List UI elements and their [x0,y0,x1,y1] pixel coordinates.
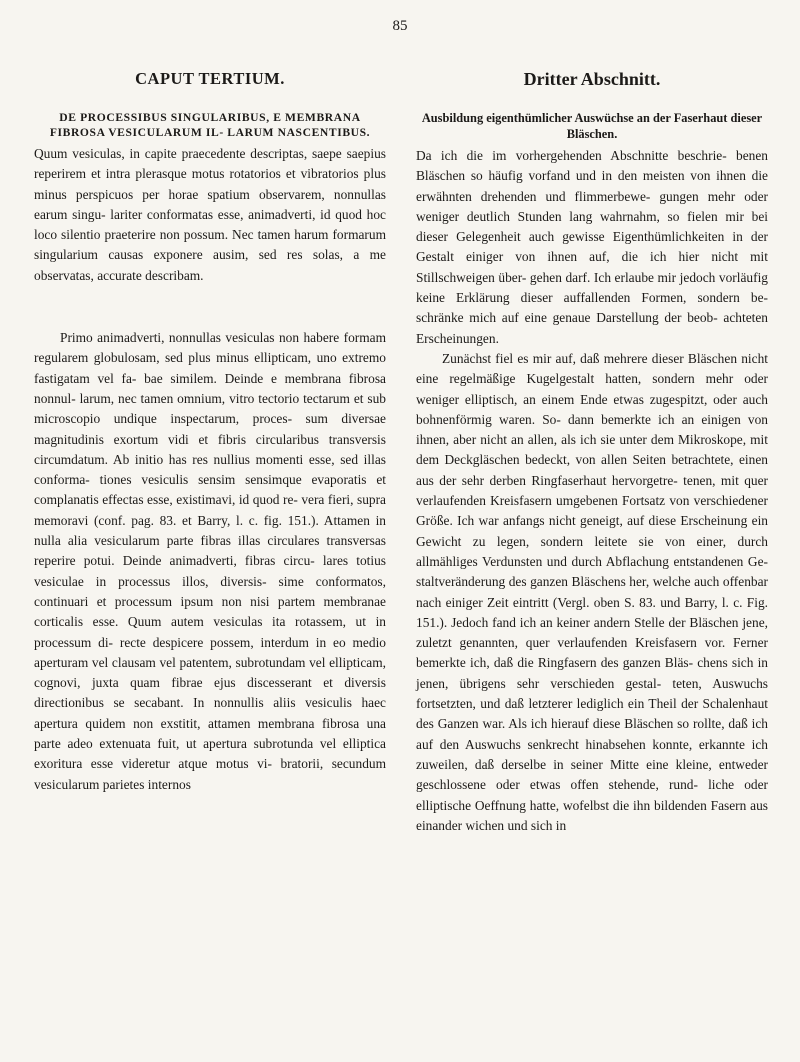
german-paragraph-2: Zunächst fiel es mir auf, daß mehrere dieser Bläschen nicht eine regelmäßige Kugelgestalt hatten, sondern mehr oder weniger elliptisch, an einem Ende etwas zugespitzt, oder auch bohnenförmig waren. So- dann bemerkte ich an einigen von ihnen, aber nicht an allen, als ich sie unter dem Mikroskope, mit dem Deckgläschen bedeckt, von allen Seiten betrachtete, einen aus der sehr derben Ringfaserhaut hervorgetre- tenen, mit quer verlaufenden Kreisfasern umgebenen Fortsatz von verschiedener Größe. Ich war anfangs nicht geneigt, auf diese Erscheinung ein Gewicht zu legen, sondern leitete sie von einer, durch allmähliges Verdunsten und durch Abflachung entstandenen Ge- staltveränderung des ganzen Bläschens her, welche auch offenbar nach einiger Zeit eintritt (Vergl. oben S. 83. und Barry, l. c. Fig. 151.). Jedoch fand ich an keiner andern Stelle der Bläschen jene, zuletzt genannten, quer verlaufenden Kreisfasern vor. Ferner bemerkte ich, daß die Ringfasern des ganzen Bläs- chens sich in jenen, übrigens sehr verschieden gestal- teten, Auswuchs fortsetzten, und daß letzterer lediglich ein Theil der Schalenhaut des Ganzen war. Als ich hierauf diese Bläschen so rollte, daß ich auf den Auswuchs senkrecht hinabsehen konnte, erkannte ich zuweilen, daß derselbe in seiner Mitte eine kleine, entweder geschlossene oder etwas offen stehende, rund- liche oder elliptische Oeffnung hatte, wofelbst die ihn bildenden Fasern aus einander wichen und sich in [416,350,768,833]
latin-paragraph-2: Primo animadverti, nonnullas vesiculas non habere formam regularem globulosam, sed plus minus ellipticam, uno extremo fastigatam vel fa- bae similem. Deinde e membrana fibrosa nonnul- larum, nec tamen omnium, vitro tectorio tectarum et sub microscopio undique inspectarum, proces- sum diversae magnitudinis exortum vidi et fibris circularibus transversis circumdatum. Ab initio has res nullius momenti esse, sed illas conforma- tiones vesiculis sensim sensimque evaporatis et complanatis effectas esse, existimavi, id quod re- vera fieri, supra memoravi (conf. pag. 83. et Barry, l. c. fig. 151.). Attamen in nulla alia vesicularum parte fibras illas circulares transversas reperire potui. Deinde animadverti, fibras circu- lares totius vesiculae in processus illos, diversis- sime conformatos, continuari et processum ipsum non nisi partem membranae corticalis esse. Quum autem vesiculas ita rotassem, ut in processum di- recte despicere possem, interdum in eo medio aperturam vel clausam vel patentem, subrotundam vel ellipticam, cognovi, juxta quam fibrae ejus discesserant et diversis directionibus se secabant. In nonnullis aliis vesiculis haec apertura quidem non exstitit, attamen membrana fibrosa una parte adeo extenuata fuit, ut apertura subrotunda vel elliptica exoritura esse videretur atque motus vi- bratorii, secundum vesicularum parietes internos [34,330,386,792]
page-number: 85 [392,18,408,34]
german-column [416,66,768,836]
german-section-subtitle: Ausbildung eigenthümlicher Auswüchse an der Faserhaut dieser Bläschen. [421,111,763,141]
latin-paragraph-1: Quum vesiculas, in capite praecedente descriptas, saepe saepius reperirem et intra plerasque motus rotatorios et vibratorios plus minus perspicuos per horae spatium observarem, nonnullas earum singu- lariter conformatas esse, animadverti, id quod hoc loco silentio praeterire non possum. Nec tamen harum formarum singularium causas exponere ausim, sed res solas, a me observatas, accurate describam. [34,146,386,283]
german-paragraph-1: Da ich die im vorhergehenden Abschnitte beschrie- benen Bläschen so häufig vorfand und in den meisten von ihnen die erwähnten drehenden und flimmerbewe- gungen mehr oder weniger deutlich Stunden lang wahrnahm, so fielen mir bei dieser Gelegenheit auch gewisse Eigenthümlichkeiten in der Gestalt einiger von ihnen auf, die ich hier nicht mit Stillschweigen über- gehen darf. Ich erlaube mir jedoch vorläufig keine Erklärung dieser auffallenden Formen, sondern be- schränke mich auf eine genaue Darstellung der beob- achteten Erscheinungen. [416,148,768,346]
latin-section-subtitle: DE PROCESSIBUS SINGULARIBUS, E MEMBRANA FIBROSA VESICULARUM IL- LARUM NASCENTIBUS. [49,111,371,139]
german-chapter-title: Dritter Abschnitt. [523,69,661,89]
latin-column [34,66,386,795]
latin-chapter-title: CAPUT TERTIUM. [135,69,285,88]
